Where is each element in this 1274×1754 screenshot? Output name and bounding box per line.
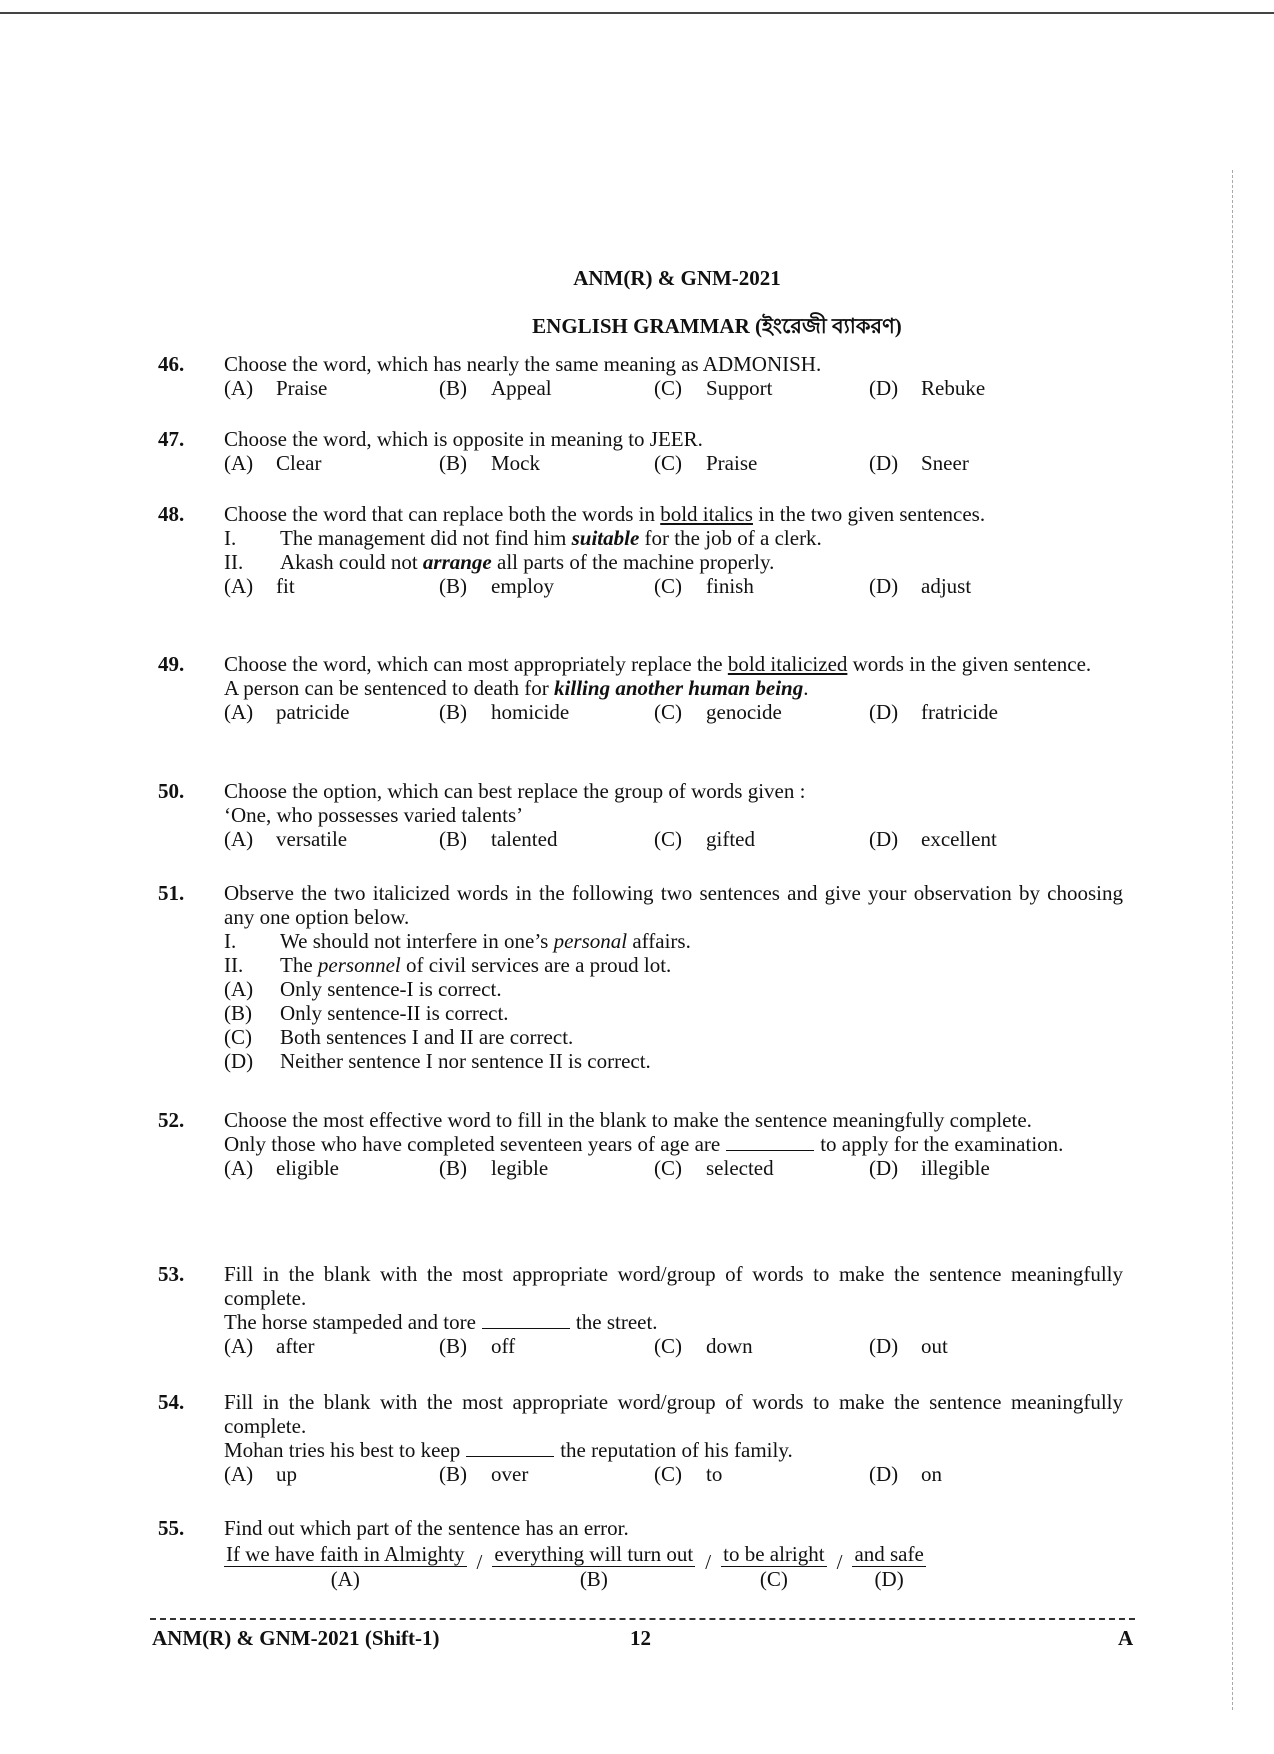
- option-d: (D) Neither sentence I nor sentence II is correct.: [224, 1049, 651, 1073]
- part-b: everything will turn out (B): [494, 1542, 694, 1591]
- page-title: ANM(R) & GNM-2021: [573, 266, 781, 290]
- question-number: 46.: [158, 352, 185, 376]
- option-a: (A) Only sentence-I is correct.: [224, 977, 502, 1001]
- scan-edge: [1232, 170, 1234, 1710]
- option-b: (B) employ: [439, 574, 554, 598]
- option-a: (A) Praise: [224, 376, 328, 400]
- option-c: (C) Praise: [654, 451, 758, 475]
- option-a: (A) after: [224, 1334, 315, 1358]
- option-b: (B) over: [439, 1462, 529, 1486]
- blank: [466, 1438, 554, 1457]
- question-number: 52.: [158, 1108, 185, 1132]
- options: [224, 1334, 1084, 1358]
- option-c: (C) down: [654, 1334, 753, 1358]
- question-53: [158, 1262, 1123, 1358]
- options: [224, 827, 1084, 851]
- question-number: 50.: [158, 779, 185, 803]
- option-d: (D) out: [869, 1334, 948, 1358]
- option-b: (B) Only sentence-II is correct.: [224, 1001, 509, 1025]
- given-sentence: The horse stampeded and tore the street.: [224, 1310, 658, 1334]
- option-c: (C) finish: [654, 574, 754, 598]
- options: [224, 451, 1084, 475]
- separator: /: [836, 1550, 843, 1574]
- sentence-2: II. The personnel of civil services are a proud lot.: [224, 953, 672, 977]
- question-number: 51.: [158, 881, 185, 905]
- section-title: ENGLISH GRAMMAR (ইংরেজী ব্যাকরণ): [532, 314, 902, 338]
- part-a: If we have faith in Almighty (A): [226, 1542, 465, 1591]
- question-number: 47.: [158, 427, 185, 451]
- part-c: to be alright (C): [723, 1542, 825, 1591]
- top-rule: [0, 12, 1274, 14]
- question-number: 48.: [158, 502, 185, 526]
- option-d: (D) Rebuke: [869, 376, 986, 400]
- question-52: [158, 1108, 1123, 1180]
- question-47: [158, 427, 1123, 475]
- question-number: 54.: [158, 1390, 185, 1414]
- option-a: (A) versatile: [224, 827, 348, 851]
- option-a: (A) eligible: [224, 1156, 339, 1180]
- question-text: Observe the two italicized words in the following two sentences and give your observation by choosing any one option below.: [224, 881, 1123, 929]
- option-b: (B) off: [439, 1334, 516, 1358]
- option-b: (B) homicide: [439, 700, 570, 724]
- footer-rule: [150, 1618, 1135, 1620]
- option-b: (B) Mock: [439, 451, 540, 475]
- set-code: A: [1118, 1626, 1134, 1650]
- option-d: (D) fratricide: [869, 700, 998, 724]
- given-sentence: Only those who have completed seventeen years of age are to apply for the examination.: [224, 1132, 1064, 1156]
- question-54: [158, 1390, 1123, 1486]
- sentence-1: I. We should not interfere in one’s personal affairs.: [224, 929, 691, 953]
- option-c: (C) selected: [654, 1156, 774, 1180]
- option-c: (C) to: [654, 1462, 723, 1486]
- question-text: Choose the word, which is opposite in meaning to JEER.: [224, 427, 703, 451]
- option-d: (D) on: [869, 1462, 942, 1486]
- question-55: [158, 1516, 1123, 1591]
- question-49: [158, 652, 1123, 724]
- question-number: 55.: [158, 1516, 185, 1540]
- part-d: and safe (D): [854, 1542, 924, 1591]
- blank: [726, 1132, 814, 1151]
- option-a: (A) Clear: [224, 451, 322, 475]
- options: [224, 1462, 1084, 1486]
- question-text: Choose the word that can replace both the words in bold italics in the two given sentences.: [224, 502, 986, 526]
- option-d: (D) Sneer: [869, 451, 969, 475]
- option-c: (C) genocide: [654, 700, 782, 724]
- page-number: 12: [630, 1626, 651, 1650]
- option-a: (A) up: [224, 1462, 297, 1486]
- question-50: [158, 779, 1123, 851]
- sentence-parts: [224, 1542, 1123, 1591]
- question-text: Choose the most effective word to fill in the blank to make the sentence meaningfully complete.: [224, 1108, 1032, 1132]
- question-text: Find out which part of the sentence has an error.: [224, 1516, 629, 1540]
- options: [224, 376, 1084, 400]
- option-b: (B) Appeal: [439, 376, 552, 400]
- option-d: (D) illegible: [869, 1156, 990, 1180]
- question-text: Fill in the blank with the most appropriate word/group of words to make the sentence meaningfully complete.: [224, 1262, 1123, 1310]
- question-text: Choose the word, which can most appropriately replace the bold italicized words in the given sentence.: [224, 652, 1092, 676]
- given-sentence: A person can be sentenced to death for killing another human being.: [224, 676, 809, 700]
- question-text: Choose the word, which has nearly the same meaning as ADMONISH.: [224, 352, 822, 376]
- option-b: (B) talented: [439, 827, 558, 851]
- option-a: (A) fit: [224, 574, 295, 598]
- blank: [482, 1310, 570, 1329]
- sentence-2: II. Akash could not arrange all parts of the machine properly.: [224, 550, 775, 574]
- option-a: (A) patricide: [224, 700, 350, 724]
- question-text: Fill in the blank with the most appropriate word/group of words to make the sentence meaningfully complete.: [224, 1390, 1123, 1438]
- sentence-1: I. The management did not find him suitable for the job of a clerk.: [224, 526, 822, 550]
- question-text: Choose the option, which can best replace the group of words given :: [224, 779, 806, 803]
- option-c: (C) Support: [654, 376, 773, 400]
- given-sentence: Mohan tries his best to keep the reputation of his family.: [224, 1438, 793, 1462]
- option-c: (C) Both sentences I and II are correct.: [224, 1025, 574, 1049]
- question-48: [158, 502, 1123, 598]
- question-number: 53.: [158, 1262, 185, 1286]
- question-46: [158, 352, 1123, 400]
- given-phrase: ‘One, who possesses varied talents’: [224, 803, 524, 827]
- footer-exam-name: ANM(R) & GNM-2021 (Shift-1): [152, 1626, 440, 1650]
- separator: /: [476, 1550, 483, 1574]
- question-number: 49.: [158, 652, 185, 676]
- options: [224, 574, 1084, 598]
- separator: /: [705, 1550, 712, 1574]
- option-b: (B) legible: [439, 1156, 549, 1180]
- question-51: [158, 881, 1123, 1073]
- options: [224, 700, 1084, 724]
- options: [224, 1156, 1084, 1180]
- option-c: (C) gifted: [654, 827, 755, 851]
- option-d: (D) excellent: [869, 827, 997, 851]
- option-d: (D) adjust: [869, 574, 972, 598]
